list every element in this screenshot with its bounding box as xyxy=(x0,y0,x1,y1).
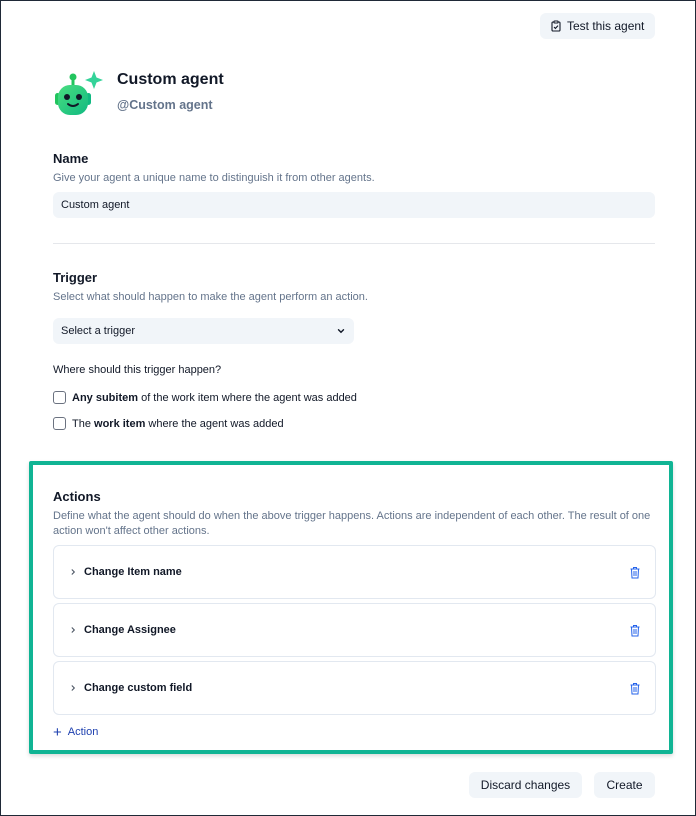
actions-section-title: Actions xyxy=(53,489,101,504)
option-any-subitem[interactable] xyxy=(53,391,357,404)
trigger-section-description: Select what should happen to make the agent perform an action. xyxy=(53,291,368,303)
action-item-label: Change Item name xyxy=(84,566,182,578)
chevron-right-icon[interactable] xyxy=(68,567,78,577)
trash-icon[interactable] xyxy=(629,624,641,637)
robot-sparkle-icon xyxy=(53,71,105,119)
chevron-down-icon xyxy=(336,326,346,336)
agent-handle: @Custom agent xyxy=(117,98,213,112)
work-item-label: The work item where the agent was added xyxy=(72,417,284,430)
test-agent-button[interactable] xyxy=(540,13,655,39)
agent-title: Custom agent xyxy=(117,71,224,88)
clipboard-check-icon xyxy=(550,20,562,32)
action-item[interactable] xyxy=(53,545,656,599)
name-section-description: Give your agent a unique name to distinguish it from other agents. xyxy=(53,172,375,184)
trash-icon[interactable] xyxy=(629,566,641,579)
name-section-title: Name xyxy=(53,151,89,166)
action-item-label: Change Assignee xyxy=(84,624,176,636)
agent-name-input[interactable] xyxy=(53,192,655,218)
action-item[interactable] xyxy=(53,603,656,657)
trigger-location-label: Where should this trigger happen? xyxy=(53,364,222,376)
any-subitem-label: Any subitem of the work item where the agent was added xyxy=(72,391,357,404)
add-action-label: Action xyxy=(67,726,99,738)
trigger-section-title: Trigger xyxy=(53,270,98,285)
plus-icon: + xyxy=(53,723,62,741)
add-action-button[interactable] xyxy=(53,723,99,741)
discard-changes-button[interactable]: Discard changes xyxy=(469,772,582,798)
chevron-right-icon[interactable] xyxy=(68,683,78,693)
action-item-label: Change custom field xyxy=(84,682,193,694)
trash-icon[interactable] xyxy=(629,682,641,695)
any-subitem-checkbox[interactable] xyxy=(53,391,66,404)
action-item[interactable] xyxy=(53,661,656,715)
actions-section-description: Define what the agent should do when the above trigger happens. Actions are independent of each other. The result of one action won't affect other actions. xyxy=(53,510,651,537)
trigger-select-value: Select a trigger xyxy=(61,325,135,337)
option-work-item[interactable] xyxy=(53,417,284,430)
test-agent-label: Test this agent xyxy=(567,19,645,33)
chevron-right-icon[interactable] xyxy=(68,625,78,635)
trigger-select[interactable] xyxy=(53,318,354,344)
section-divider xyxy=(53,243,655,244)
work-item-checkbox[interactable] xyxy=(53,417,66,430)
create-button[interactable]: Create xyxy=(594,772,655,798)
